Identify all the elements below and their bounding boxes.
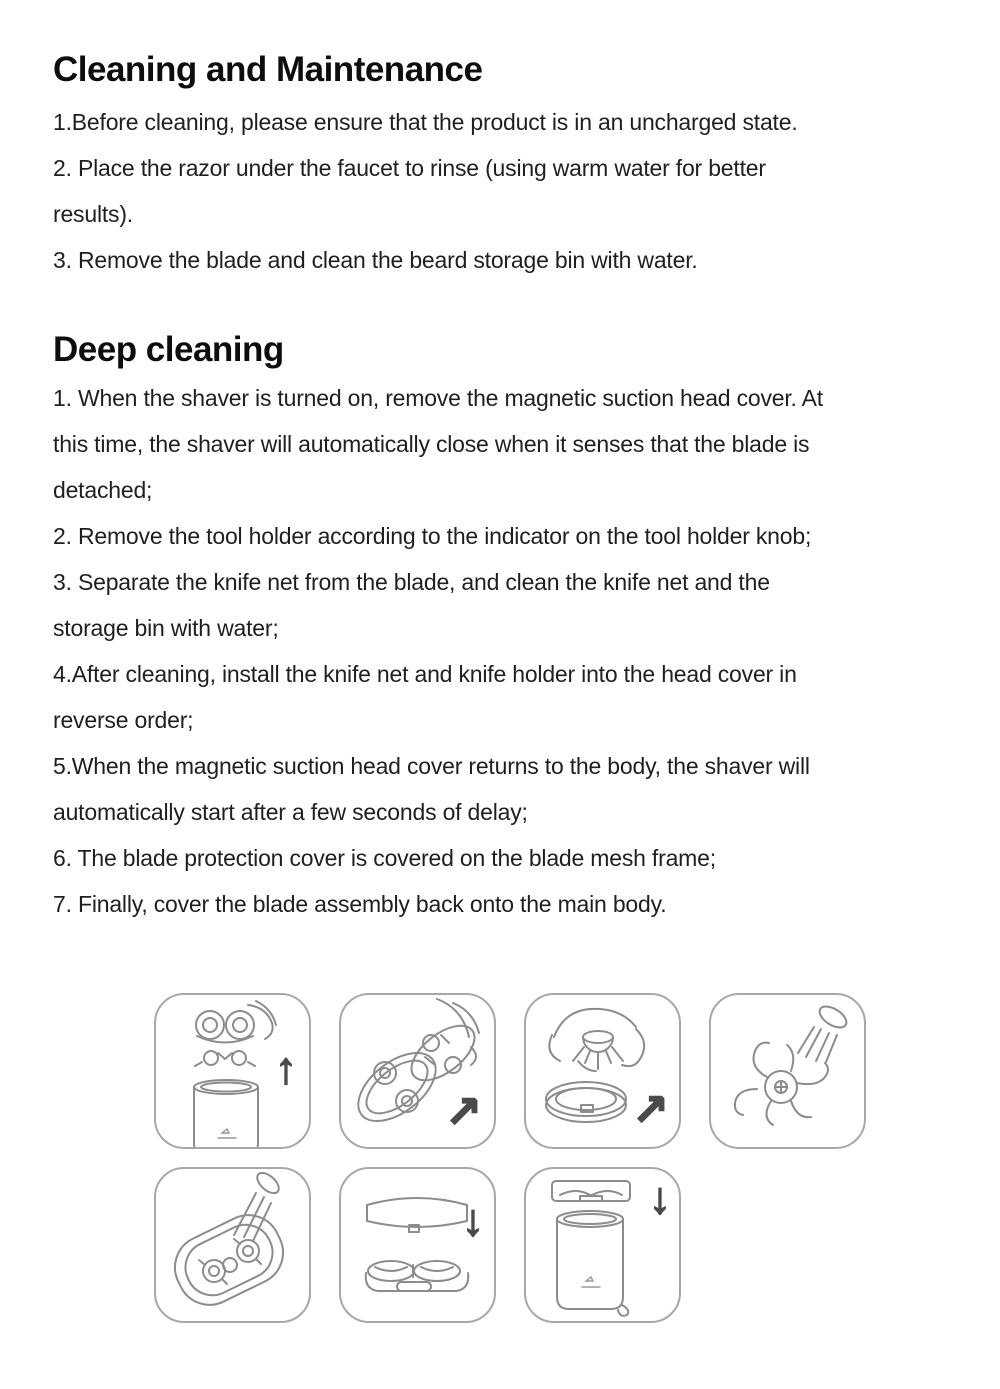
protection-cover-and-mesh-frame-icon — [341, 1169, 494, 1321]
step-line: automatically start after a few seconds of delay; — [53, 799, 528, 825]
step-line: 7. Finally, cover the blade assembly back onto the main body. — [53, 891, 667, 917]
step-line: results). — [53, 201, 133, 227]
step-line: 3. Separate the knife net from the blade, and clean the knife net and the — [53, 569, 770, 595]
cleaning-steps — [53, 99, 1000, 283]
panel-rinse-head-cover — [154, 1167, 311, 1323]
step-line: 1. When the shaver is turned on, remove the magnetic suction head cover. At — [53, 385, 823, 411]
illustration-row-2 — [154, 1167, 1000, 1323]
panel-separate-knife-net — [524, 993, 681, 1149]
panel-rinse-knife-holder — [709, 993, 866, 1149]
deep-cleaning-steps — [53, 375, 1000, 927]
panel-attach-assembly-to-body — [524, 1167, 681, 1323]
step-line: this time, the shaver will automatically close when it senses that the blade is — [53, 431, 810, 457]
panel-lift-blade-head-off-body — [154, 993, 311, 1149]
down-arrow-icon: ↓ — [462, 1196, 484, 1245]
step-line: 3. Remove the blade and clean the beard storage bin with water. — [53, 247, 698, 273]
step-line: 4.After cleaning, install the knife net and knife holder into the head cover in — [53, 661, 797, 687]
step-line: 1.Before cleaning, please ensure that the product is in an uncharged state. — [53, 109, 798, 135]
section-title-deep-cleaning: Deep cleaning — [53, 330, 284, 369]
down-arrow-icon: ↓ — [649, 1174, 671, 1223]
illustration-grid — [154, 993, 1000, 1323]
step-line: storage bin with water; — [53, 615, 279, 641]
step-line: 2. Place the razor under the faucet to rinse (using warm water for better — [53, 155, 766, 181]
panel-protection-cover-on-frame — [339, 1167, 496, 1323]
panel-separate-tool-holder — [339, 993, 496, 1149]
up-arrow-icon: ↑ — [275, 1044, 297, 1093]
up-right-arrow-icon: ↗ — [445, 1088, 482, 1137]
up-right-arrow-icon: ↗ — [632, 1086, 669, 1135]
head-cover-under-water-icon — [156, 1169, 309, 1321]
step-line: 5.When the magnetic suction head cover returns to the body, the shaver will — [53, 753, 810, 779]
step-line: reverse order; — [53, 707, 194, 733]
step-line: 6. The blade protection cover is covered on the blade mesh frame; — [53, 845, 716, 871]
knife-holder-under-spray-icon — [711, 995, 864, 1147]
illustration-row-1 — [154, 993, 1000, 1149]
section-title-cleaning-maintenance: Cleaning and Maintenance — [53, 50, 483, 89]
step-line: detached; — [53, 477, 153, 503]
step-line: 2. Remove the tool holder according to the indicator on the tool holder knob; — [53, 523, 812, 549]
